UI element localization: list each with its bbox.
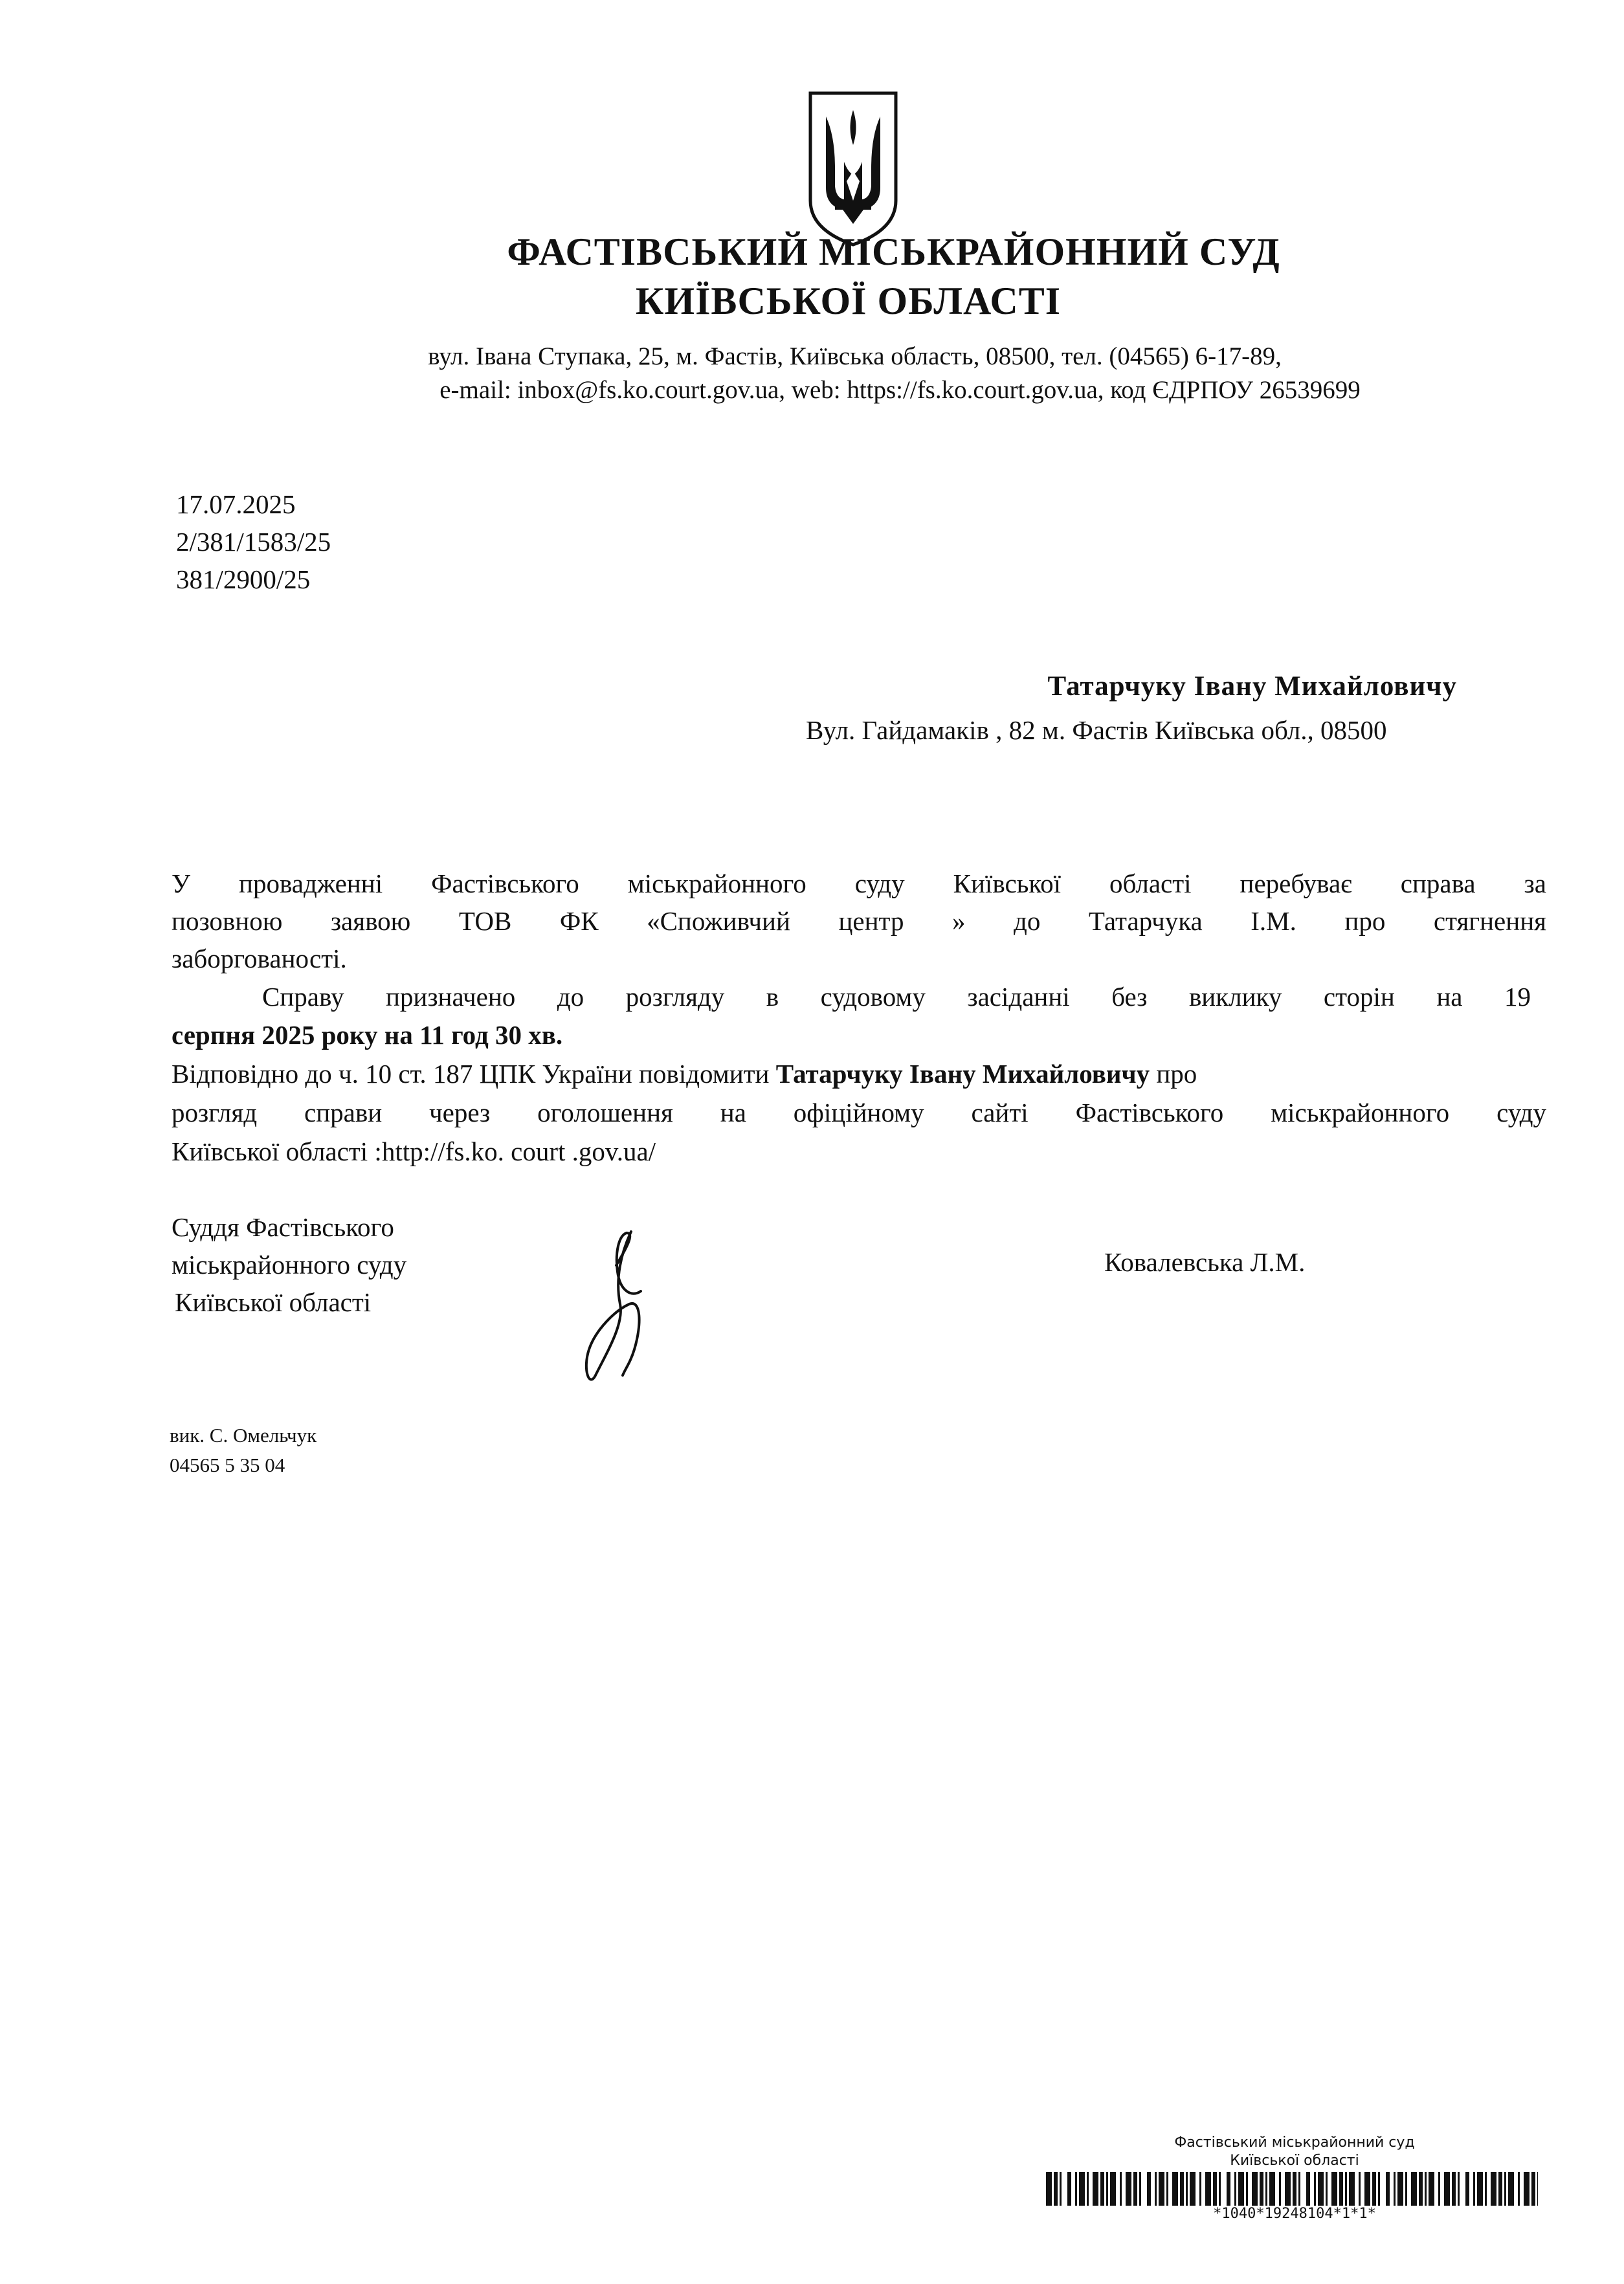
executor-phone: 04565 5 35 04 <box>170 1454 285 1476</box>
court-address: вул. Івана Ступака, 25, м. Фастів, Київська область, 08500, тел. (04565) 6-17-89, <box>428 342 1282 370</box>
court-website-line: Київської області :http://fs.ko. court .gov.ua/ <box>172 1136 656 1166</box>
judge-name: Ковалевська Л.М. <box>1104 1247 1306 1277</box>
body-line: У провадженні Фастівського міськрайонного суду Київської області перебуває справа за <box>172 869 1546 898</box>
coat-of-arms-icon <box>806 91 900 247</box>
hearing-datetime: серпня 2025 року на 11 год 30 хв. <box>172 1020 563 1050</box>
stamp-region: Київської області <box>1230 2153 1359 2169</box>
body-line: позовною заявою ТОВ ФК «Споживчий центр » до Татарчука І.М. про стягнення <box>172 906 1546 936</box>
recipient-name-inline: Татарчуку Івану Михайловичу <box>775 1059 1150 1089</box>
outgoing-number: 2/381/1583/25 <box>176 527 331 557</box>
document-date: 17.07.2025 <box>176 489 296 519</box>
recipient-name: Татарчуку Івану Михайловичу <box>1047 671 1457 702</box>
recipient-address: Вул. Гайдамаків , 82 м. Фастів Київська обл., 08500 <box>806 715 1387 745</box>
court-contacts: e-mail: inbox@fs.ko.court.gov.ua, web: https://fs.ko.court.gov.ua, код ЄДРПОУ 26539699 <box>439 376 1361 404</box>
executor-name: вик. С. Омельчук <box>170 1424 317 1447</box>
judge-title-line3: Київської області <box>175 1287 372 1317</box>
case-number: 381/2900/25 <box>176 564 311 594</box>
body-line: заборгованості. <box>172 944 347 973</box>
body-text: Відповідно до ч. 10 ст. 187 ЦПК України повідомити <box>172 1059 776 1089</box>
court-name-line2: КИЇВСЬКОЇ ОБЛАСТІ <box>635 280 1062 322</box>
barcode-icon <box>1046 2172 1538 2206</box>
body-line <box>172 1055 1546 1092</box>
body-text: про <box>1150 1059 1197 1089</box>
court-name-line1: ФАСТІВСЬКИЙ МІСЬКРАЙОННИЙ СУД <box>507 230 1280 273</box>
body-line: Справу призначено до розгляду в судовому засіданні без виклику сторін на 19 <box>262 982 1531 1012</box>
signature-icon <box>570 1226 660 1388</box>
judge-title-line2: міськрайонного суду <box>172 1250 407 1280</box>
barcode-number: *1040*19248104*1*1* <box>1213 2206 1376 2222</box>
judge-title-line1: Суддя Фастівського <box>172 1212 394 1242</box>
body-line: розгляд справи через оголошення на офіційному сайті Фастівського міськрайонного суду <box>172 1098 1546 1127</box>
stamp-court-name: Фастівський міськрайонний суд <box>1174 2134 1415 2151</box>
